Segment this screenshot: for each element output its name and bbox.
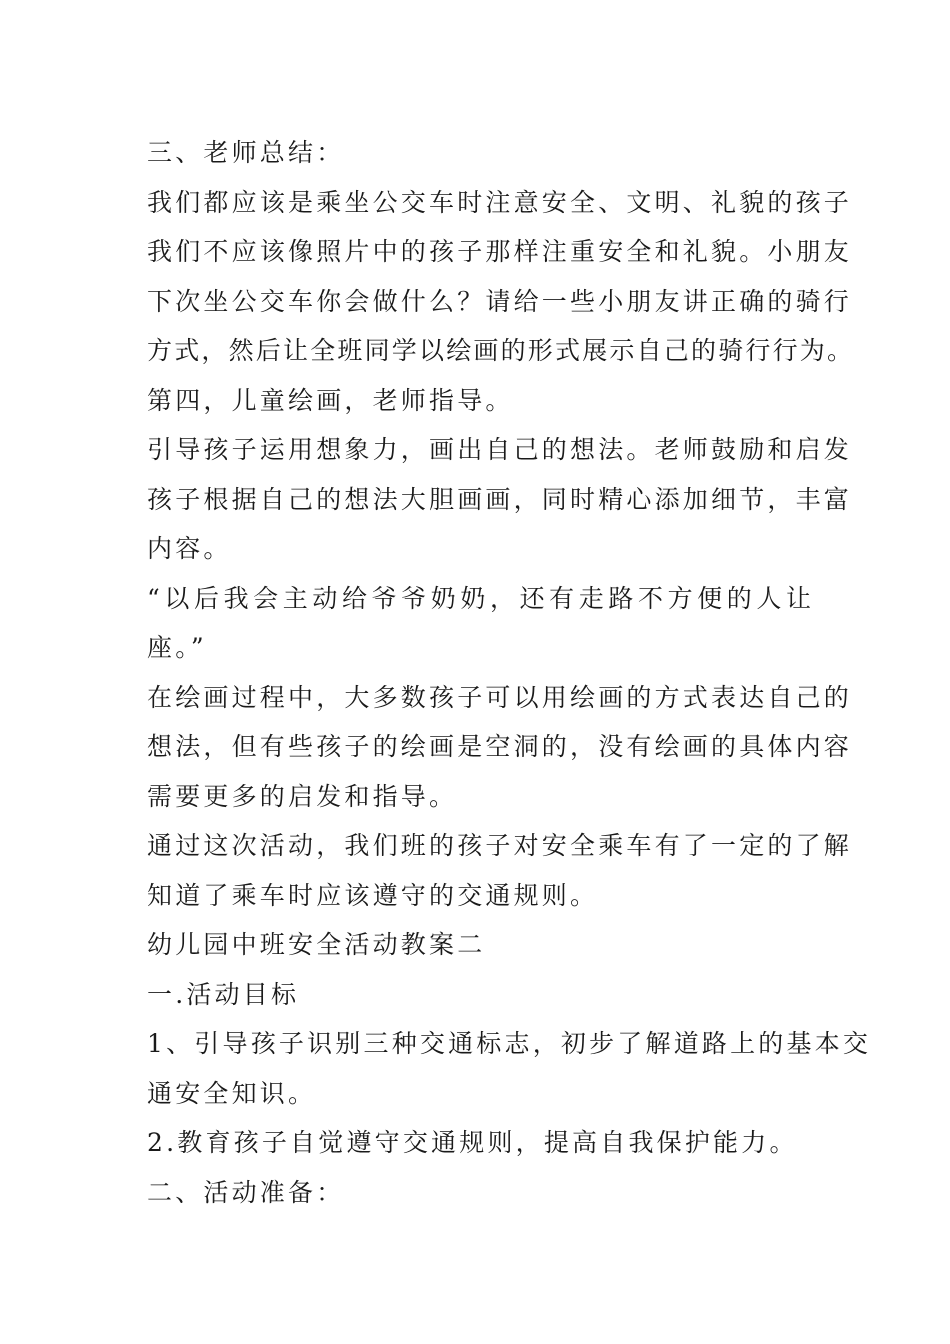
quote-line: 座。” [147, 633, 207, 662]
section-title: 幼儿园中班安全活动教案二 [147, 930, 486, 959]
section-heading: 第四，儿童绘画，老师指导。 [147, 385, 514, 415]
paragraph-line: 内容。 [147, 534, 232, 563]
paragraph-line: 下次坐公交车你会做什么？请给一些小朋友讲正确的骑行 [147, 286, 853, 316]
paragraph-line: 知道了乘车时应该遵守的交通规则。 [147, 880, 599, 910]
document-body [147, 128, 872, 1217]
list-item: 通安全知识。 [147, 1078, 317, 1108]
list-item: 1、引导孩子识别三种交通标志，初步了解道路上的基本交 [147, 1029, 872, 1058]
paragraph-line: 通过这次活动，我们班的孩子对安全乘车有了一定的了解 [147, 831, 853, 860]
list-item: 2.教育孩子自觉遵守交通规则，提高自我保护能力。 [147, 1128, 798, 1157]
paragraph-line: 引导孩子运用想象力，画出自己的想法。老师鼓励和启发 [147, 435, 853, 464]
paragraph-line: 我们都应该是乘坐公交车时注意安全、文明、礼貌的孩子 [147, 187, 853, 217]
paragraph-line: 孩子根据自己的想法大胆画画，同时精心添加细节，丰富 [147, 484, 853, 514]
paragraph-line: 需要更多的启发和指导。 [147, 781, 458, 811]
section-heading: 一.活动目标 [147, 979, 300, 1009]
section-heading: 二、活动准备： [147, 1177, 345, 1207]
section-heading: 三、老师总结： [147, 138, 345, 167]
paragraph-line: 想法，但有些孩子的绘画是空洞的，没有绘画的具体内容 [147, 732, 853, 761]
paragraph-line: 方式，然后让全班同学以绘画的形式展示自己的骑行行为。 [147, 336, 855, 365]
paragraph-line: 在绘画过程中，大多数孩子可以用绘画的方式表达自己的 [147, 682, 853, 712]
paragraph-line: 我们不应该像照片中的孩子那样注重安全和礼貌。小朋友 [147, 237, 853, 266]
quote-line: “以后我会主动给爷爷奶奶，还有走路不方便的人让 [147, 583, 816, 613]
